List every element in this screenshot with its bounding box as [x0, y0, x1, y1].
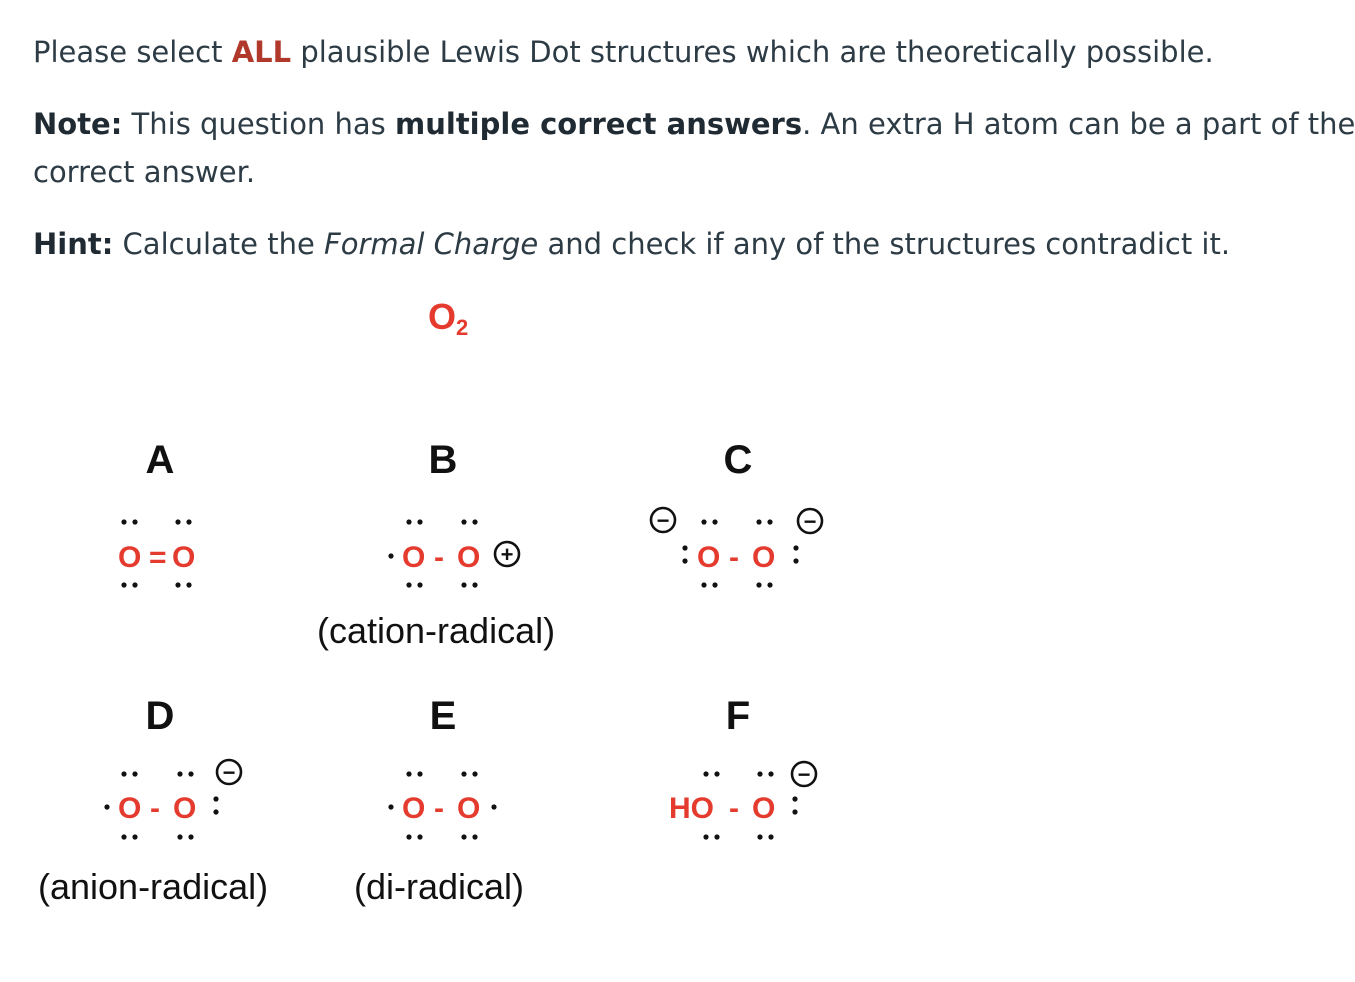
- hint-italic: Formal Charge: [324, 227, 539, 261]
- bond-a: =: [149, 541, 167, 574]
- bond-b: -: [434, 541, 444, 574]
- option-letter-d[interactable]: D: [145, 694, 175, 738]
- negative-charge-icon-right: [798, 509, 822, 534]
- option-letter-c[interactable]: C: [723, 438, 753, 482]
- atom-c-left: O: [697, 541, 721, 574]
- hint-label: Hint:: [33, 227, 114, 261]
- atom-e-right: O: [457, 792, 481, 825]
- positive-charge-icon: [495, 542, 519, 567]
- atom-f-left: HO: [669, 792, 714, 825]
- atom-b-left: O: [402, 541, 426, 574]
- atom-e-left: O: [402, 792, 426, 825]
- radical-dot-d: [104, 804, 109, 809]
- negative-charge-icon: [792, 762, 816, 787]
- charge-symbol-c-left: −: [656, 508, 670, 533]
- atom-b-right: O: [457, 541, 481, 574]
- formula-subscript: 2: [456, 315, 469, 340]
- structure-b[interactable]: [388, 519, 519, 587]
- caption-b: (cation-radical): [317, 610, 556, 651]
- option-letter-e[interactable]: E: [429, 694, 457, 738]
- structure-c[interactable]: [651, 508, 822, 588]
- structure-e[interactable]: [388, 771, 496, 839]
- question-prefix: Please select: [33, 35, 232, 69]
- atom-a-left: O: [118, 541, 142, 574]
- note-text-2: . An extra H atom can be a part of the: [802, 107, 1355, 141]
- caption-e: (di-radical): [354, 866, 525, 907]
- bond-d: -: [150, 792, 160, 825]
- radical-dot-e-right: [491, 804, 496, 809]
- atom-f-right: O: [752, 792, 776, 825]
- formula-base: O: [428, 296, 457, 337]
- charge-symbol-d: −: [222, 760, 236, 785]
- caption-d: (anion-radical): [38, 866, 269, 907]
- side-pair-f-right: [792, 796, 797, 814]
- negative-charge-icon-left: [651, 508, 675, 533]
- charge-symbol-b: +: [500, 542, 514, 567]
- note-bold: multiple correct answers: [395, 107, 803, 141]
- note-text-3: correct answer.: [33, 155, 256, 189]
- hint-text-1: Calculate the: [113, 227, 325, 261]
- atom-c-right: O: [752, 541, 776, 574]
- side-pair-c-right: [793, 545, 798, 563]
- atom-d-left: O: [118, 792, 142, 825]
- question-emphasis-all: ALL: [231, 35, 292, 69]
- question-suffix: plausible Lewis Dot structures which are theoretically possible.: [291, 35, 1214, 69]
- structure-f[interactable]: [669, 762, 816, 840]
- bond-f: -: [729, 792, 739, 825]
- side-pair-d-right: [213, 796, 218, 814]
- structure-a[interactable]: [118, 519, 195, 587]
- note-label: Note:: [33, 107, 123, 141]
- radical-dot-b: [388, 553, 393, 558]
- charge-symbol-c-right: −: [803, 509, 817, 534]
- side-pair-c-left: [682, 545, 687, 563]
- structure-d[interactable]: [104, 760, 241, 840]
- note-text-1: This question has: [122, 107, 396, 141]
- charge-symbol-f: −: [797, 762, 811, 787]
- bond-e: -: [434, 792, 444, 825]
- option-letter-f[interactable]: F: [725, 694, 751, 738]
- radical-dot-e-left: [388, 804, 393, 809]
- option-letter-b[interactable]: B: [428, 438, 458, 482]
- atom-a-right: O: [172, 541, 196, 574]
- hint-text-2: and check if any of the structures contradict it.: [538, 227, 1231, 261]
- option-letter-a[interactable]: A: [145, 438, 175, 482]
- bond-c: -: [729, 541, 739, 574]
- negative-charge-icon: [217, 760, 241, 785]
- atom-d-right: O: [173, 792, 197, 825]
